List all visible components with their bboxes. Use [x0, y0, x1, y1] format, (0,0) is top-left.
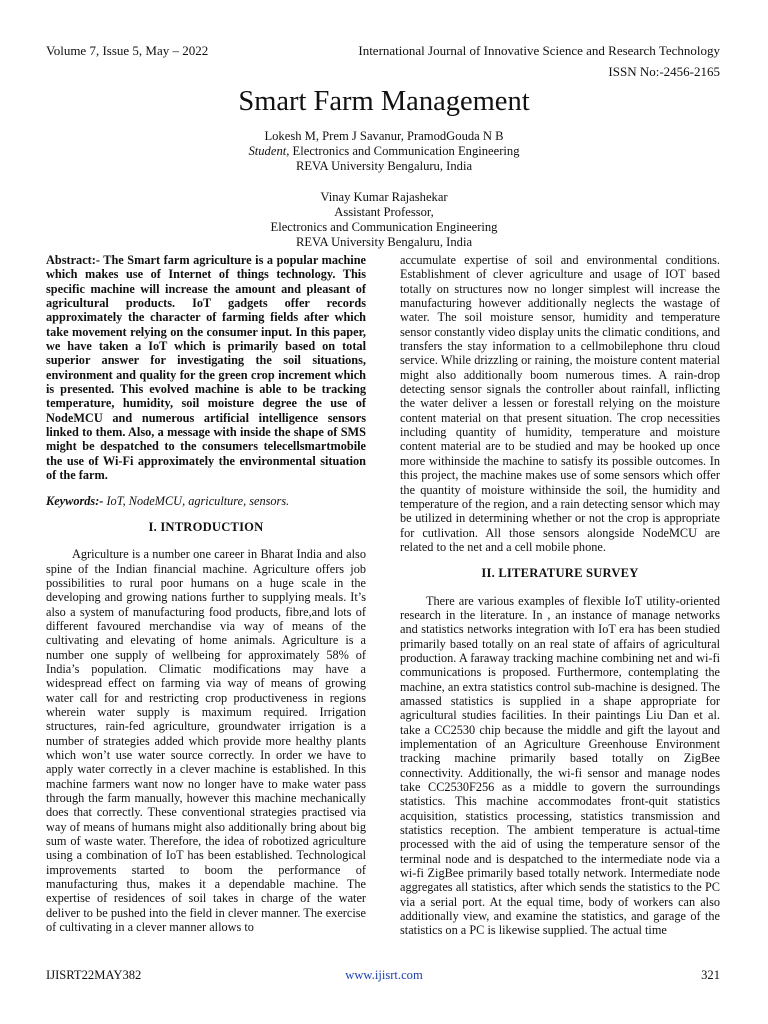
volume-info: Volume 7, Issue 5, May – 2022 — [46, 43, 209, 58]
literature-paragraph-1: There are various examples of flexible IoT utility-oriented research in the literature. In , an instance of manage networks and statistics networks integration with IoT era has been studied primarily based totally on an real state of affairs of agricultural production. A faraway tracking machine combining net and wi-fi communications is proposed. Furthermore, contemplating the machine, an extra statistics control sub-machine is designed. The amassed statistics is supplied in a shape appropriate for agricultural studies facilities. In their paintings Liu Dan et al. take a CC2530 chip because the middle and gift the layout and implementation of an Agriculture Greenhouse Environment tracking machine primarily based totally on ZigBee connectivity. Additionally, the wi-fi sensor and manage nodes take CC2530F256 as a middle to govern the surroundings statistics. This machine accommodates front-quit statistics acquisition, statistics processing, statistics transmission and statistics reception. The ambient temperature is actual-time processed with the aid of using the temperature sensor of the terminal node and is despatched to the intermediate node via a wi-fi ZigBee primarily based totally network. Intermediate node aggregates all statistics, after which sends the statistics to the PC via a serial port. At the equal time, body of workers can also additionally view, and examine the statistics, and garage of the statistics on a PC is likewise supplied. The actual time — [400, 593, 720, 938]
journal-name: International Journal of Innovative Science and Research Technology — [358, 43, 720, 58]
author-names: Lokesh M, Prem J Savanur, PramodGouda N B — [264, 129, 504, 143]
issn: ISSN No:-2456-2165 — [608, 64, 720, 79]
literature-heading: II. LITERATURE SURVEY — [481, 566, 639, 581]
abstract: Abstract:- The Smart farm agriculture is a popular machine which makes use of Internet of things technology. This specific machine will increase the amount and pleasant of agricultural products. IoT gadgets offer records approximately the character of farming fields after which take movement relying on the consumer input. In this paper, we have taken a IoT which is primarily based on total superior answer for investigating the soil situations, environment and quality for the green crop increment which is presented. This evolved machine is able to be tracking temperature, humidity, soil moisture degree the use of NodeMCU and numerous artificial intelligence sensors linked to them. Also, a message with inside the shape of SMS might be despatched to the consumers telecellsmartmobile the use of Wi-Fi approximately the environmental situation of the farm. — [46, 253, 366, 483]
author-gap — [0, 175, 768, 190]
advisor-dept: Electronics and Communication Engineering — [270, 220, 498, 235]
page-number: 321 — [701, 968, 720, 982]
paper-id: IJISRT22MAY382 — [46, 968, 142, 982]
journal-website-link[interactable]: www.ijisrt.com — [345, 968, 423, 982]
keywords — [46, 494, 366, 508]
right-column — [400, 253, 720, 938]
advisor-name: Vinay Kumar Rajashekar — [320, 189, 448, 204]
advisor-title: Assistant Professor, — [334, 204, 434, 219]
author-affiliation — [0, 144, 768, 159]
intro-paragraph-1: Agriculture is a number one career in Bharat India and also spine of the Indian financial machine. Agriculture offers job possibilities to rural poor humans on a huge scale in the developing and growing nations further to supplying meals. It’s also a system of manufacturing food products, fibre,and lots of different favoured merchandise via way of means of the cultivating and elevating of home animals. Agriculture is a number one supply of wellbeing for approximately 58% of India’s population. Climatic modifications may have a widespread effect on farming via way of means of growing water call for and restricting crop productiveness in regions wherein water supply is maximum required. Irrigation structures, rain-fed agriculture, groundwater irrigation is a number of strategies added which provide more healthy plants which won’t use water source correctly. In order we have to apply water correctly in a clever machine is established. In this machine farmers want now no longer have to make water pass through the farm manually, however this machine mechanically does that correctly. These conventional strategies practised via way of means of humans might also additionally bring about big sum of waste water. Therefore, the idea of robotized agriculture using a combination of IoT has been established. Technological improvements started to boom the performance of manufacturing thus, makes it a dependable machine. The expertise of residences of soil takes in charge of the water deliver to be pushed into the field in clever manner. The exercise of cultivating in a clever manner allows to — [46, 547, 366, 935]
author-block — [0, 129, 768, 250]
author-university: REVA University Bengaluru, India — [295, 159, 473, 174]
keywords-label: Keywords:- — [46, 493, 104, 508]
paper-title: Smart Farm Management — [238, 86, 530, 117]
advisor-university: REVA University Bengaluru, India — [295, 235, 473, 250]
author-dept: , Electronics and Communication Engineering — [286, 144, 520, 159]
keywords-text: IoT, NodeMCU, agriculture, sensors. — [103, 493, 290, 508]
author-role: Student — [248, 144, 287, 159]
left-column — [46, 253, 366, 934]
intro-heading: I. INTRODUCTION — [148, 519, 264, 534]
intro-paragraph-2: accumulate expertise of soil and environmental conditions. Establishment of clever agriculture and usage of IOT based totally on structures now no longer simplest will increase the manufacturing however additionally neglects the wastage of water. The soil moisture sensor, humidity and temperature sensor constantly video display units the climatic conditions, and transfers the stay information to a cellmobilephone thru cloud service. While drizzling or raining, the moisture content material might also additionally boom numerous times. A rain-drop detecting sensor signals the controller about rainfall, inflicting the water deliver a lessen or forestall relying on the moisture content material on that present situation. The crop necessities including quantity of humidity, temperature and moisture content material are to be studied and may be hooked up once more withinside the machine to satisfy its possible outcomes. In this project, the machine makes use of some sensors which offer the quantity of moisture withinside the soil, the humidity and temperature of the region, and a rain detecting sensor which may be utilized in determining whether or not the crop is appropriate for cutlivation. All those sensors alongside NodeMCU are related to the net and a cell mobile phone. — [400, 253, 721, 554]
